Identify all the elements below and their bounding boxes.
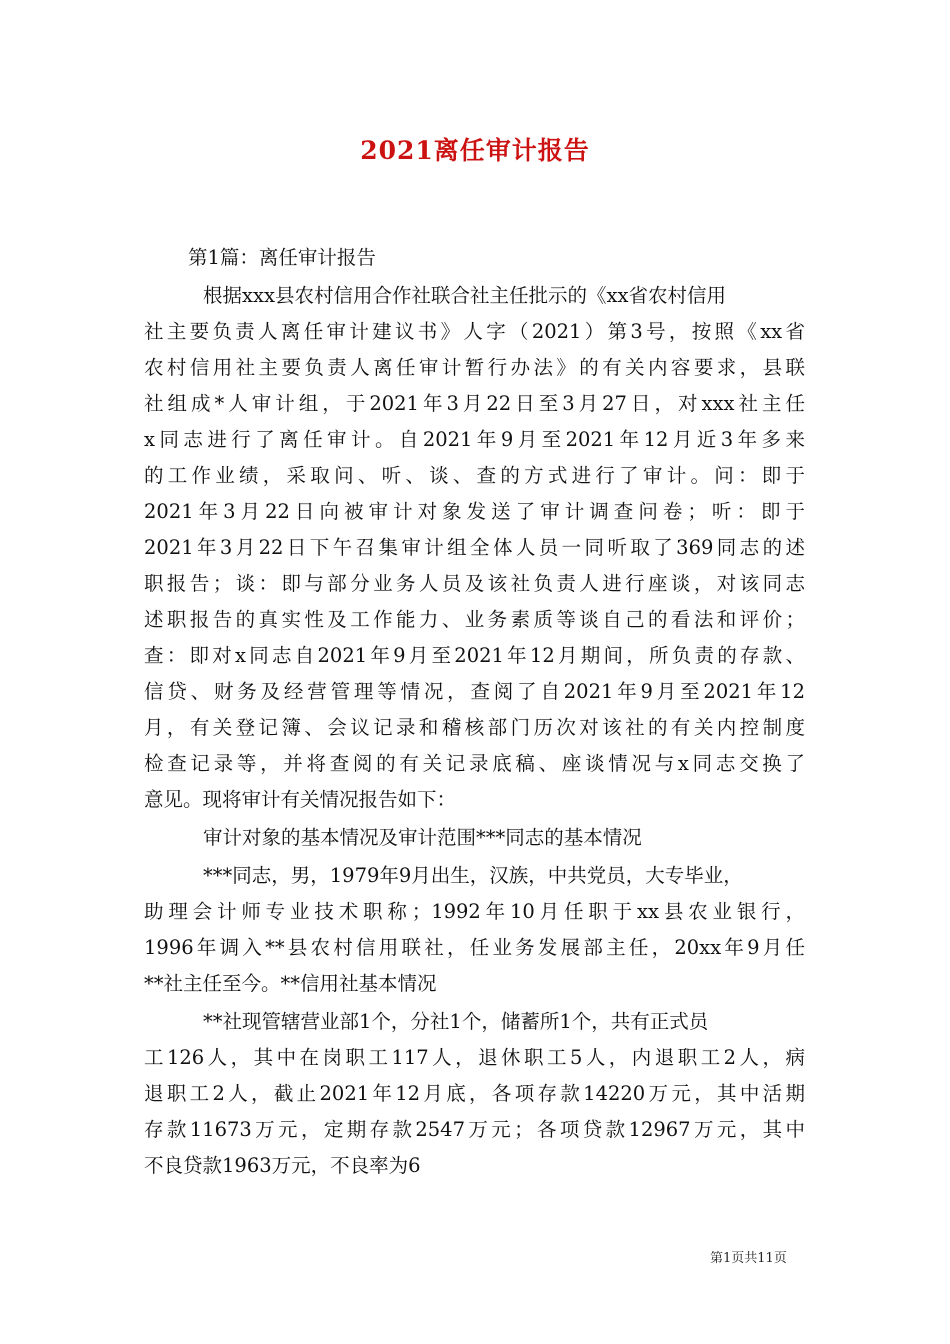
paragraph-line: **社现管辖营业部1个，分社1个，储蓄所1个，共有正式员 bbox=[203, 1010, 709, 1033]
subsection-heading: 审计对象的基本情况及审计范围***同志的基本情况 bbox=[203, 826, 642, 849]
paragraph-line: 检查记录等，并将查阅的有关记录底稿、座谈情况与x同志交换了 bbox=[144, 752, 805, 775]
paragraph-line: ***同志，男，1979年9月出生，汉族，中共党员，大专毕业， bbox=[203, 864, 743, 887]
paragraph-line: 存款11673万元，定期存款2547万元；各项贷款12967万元，其中 bbox=[144, 1118, 805, 1141]
paragraph-line: 查：即对x同志自2021年9月至2021年12月期间，所负责的存款、 bbox=[144, 644, 805, 667]
page-number: 第1页共11页 bbox=[710, 1251, 787, 1266]
paragraph-line: 1996年调入**县农村信用联社，任业务发展部主任，20xx年9月任 bbox=[144, 936, 805, 959]
document-title: 2021离任审计报告 bbox=[360, 136, 590, 165]
paragraph-line: **社主任至今。**信用社基本情况 bbox=[144, 972, 437, 995]
paragraph-line: 意见。现将审计有关情况报告如下： bbox=[144, 788, 457, 811]
paragraph-line: 社主要负责人离任审计建议书》人字（2021）第3号，按照《xx省 bbox=[144, 320, 805, 343]
paragraph-line: 2021年3月22日下午召集审计组全体人员一同听取了369同志的述 bbox=[144, 536, 805, 559]
section-heading: 第1篇：离任审计报告 bbox=[188, 246, 376, 269]
paragraph-line: 农村信用社主要负责人离任审计暂行办法》的有关内容要求，县联 bbox=[144, 356, 805, 379]
paragraph-line: 社组成*人审计组，于2021年3月22日至3月27日，对xxx社主任 bbox=[144, 392, 805, 415]
paragraph-line: 职报告；谈：即与部分业务人员及该社负责人进行座谈，对该同志 bbox=[144, 572, 805, 595]
paragraph-line: 助理会计师专业技术职称；1992年10月任职于xx县农业银行， bbox=[144, 900, 805, 923]
paragraph-line: 的工作业绩，采取问、听、谈、查的方式进行了审计。问：即于 bbox=[144, 464, 805, 487]
paragraph-line: 不良贷款1963万元，不良率为6 bbox=[144, 1154, 421, 1177]
paragraph-line: 根据xxx县农村信用合作社联合社主任批示的《xx省农村信用 bbox=[203, 284, 726, 307]
paragraph-line: x同志进行了离任审计。自2021年9月至2021年12月近3年多来 bbox=[144, 428, 805, 451]
paragraph-line: 月，有关登记簿、会议记录和稽核部门历次对该社的有关内控制度 bbox=[144, 716, 805, 739]
paragraph-line: 述职报告的真实性及工作能力、业务素质等谈自己的看法和评价； bbox=[144, 608, 805, 631]
paragraph-line: 信贷、财务及经营管理等情况，查阅了自2021年9月至2021年12 bbox=[144, 680, 805, 703]
paragraph-line: 2021年3月22日向被审计对象发送了审计调查问卷；听：即于 bbox=[144, 500, 805, 523]
paragraph-line: 工126人，其中在岗职工117人，退休职工5人，内退职工2人，病 bbox=[144, 1046, 805, 1069]
paragraph-line: 退职工2人，截止2021年12月底，各项存款14220万元，其中活期 bbox=[144, 1082, 805, 1105]
